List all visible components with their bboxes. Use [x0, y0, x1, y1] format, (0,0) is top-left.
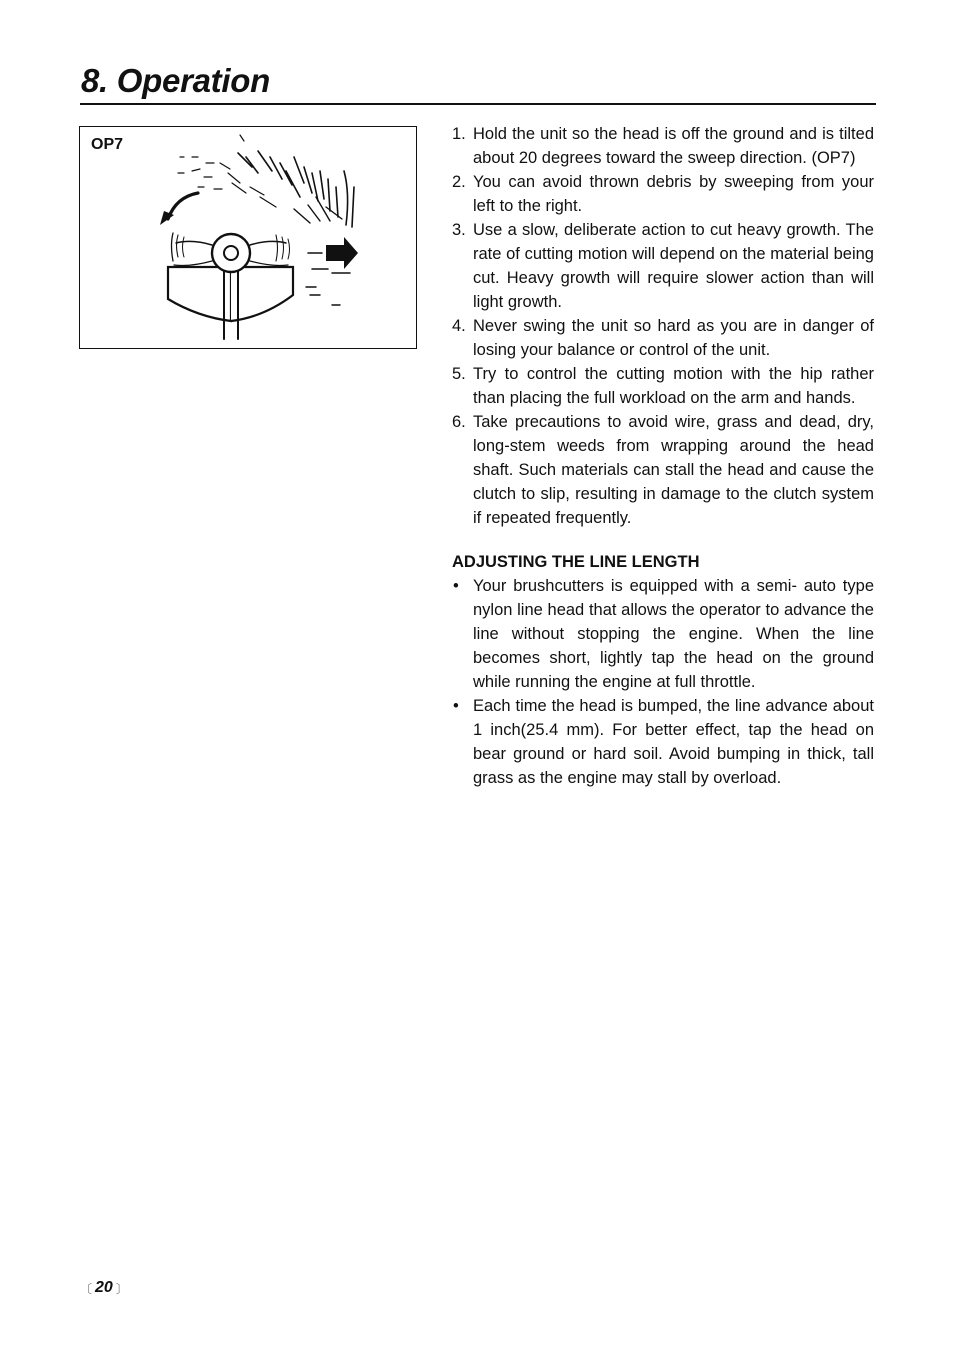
- step-number: 4.: [452, 317, 466, 335]
- step-text: Never swing the unit so hard as you are in danger of losing your balance or control of the unit.: [473, 317, 874, 359]
- step-number: 6.: [452, 413, 466, 431]
- bullet-item: [452, 574, 874, 694]
- title-divider: [80, 103, 876, 105]
- step-item: [452, 170, 874, 218]
- step-item: [452, 314, 874, 362]
- line-length-bullets: [452, 574, 874, 790]
- page-bracket-open: 〔: [80, 1281, 93, 1296]
- operation-steps: [452, 122, 874, 530]
- page-bracket-close: 〕: [115, 1281, 128, 1296]
- figure-label: OP7: [91, 136, 124, 153]
- step-text: Try to control the cutting motion with the hip rather than placing the full workload on the arm and hands.: [473, 365, 874, 407]
- step-item: [452, 410, 874, 530]
- step-number: 1.: [452, 125, 466, 143]
- instructions-column: [452, 122, 874, 790]
- step-number: 5.: [452, 365, 466, 383]
- step-item: [452, 122, 874, 170]
- section-heading: ADJUSTING THE LINE LENGTH: [452, 553, 700, 571]
- bullet-dot: •: [453, 577, 459, 595]
- step-number: 3.: [452, 221, 466, 239]
- step-text: Use a slow, deliberate action to cut heavy growth. The rate of cutting motion will depend on the material being cut. Heavy growth will require slower action than will light growth.: [473, 221, 874, 311]
- figure-op7: [79, 126, 417, 349]
- bullet-text: Your brushcutters is equipped with a semi- auto type nylon line head that allows the operator to advance the line without stopping the engine. When the line becomes short, lightly tap the head on the ground while running the engine at full throttle.: [473, 577, 874, 691]
- page-number: [80, 1279, 128, 1297]
- step-text: Take precautions to avoid wire, grass and dead, dry, long-stem weeds from wrapping around the head shaft. Such materials can stall the head and cause the clutch to slip, resulting in damage to the clutch system if repeated frequently.: [473, 413, 874, 527]
- bullet-dot: •: [453, 697, 459, 715]
- page-number-value: 20: [95, 1279, 113, 1296]
- step-text: You can avoid thrown debris by sweeping from your left to the right.: [473, 173, 874, 215]
- direction-right-arrow-icon: [326, 237, 358, 269]
- bullet-text: Each time the head is bumped, the line advance about 1 inch(25.4 mm). For better effect, tap the head on bear ground or hard soil. Avoid bumping in thick, tall grass as the engine may stall by overload.: [473, 697, 874, 787]
- trimmer-sweep-illustration: [80, 127, 416, 348]
- page-title: 8. Operation: [81, 62, 270, 99]
- step-text: Hold the unit so the head is off the ground and is tilted about 20 degrees toward the sweep direction. (OP7): [473, 125, 874, 167]
- step-item: [452, 218, 874, 314]
- bullet-item: [452, 694, 874, 790]
- step-number: 2.: [452, 173, 466, 191]
- step-item: [452, 362, 874, 410]
